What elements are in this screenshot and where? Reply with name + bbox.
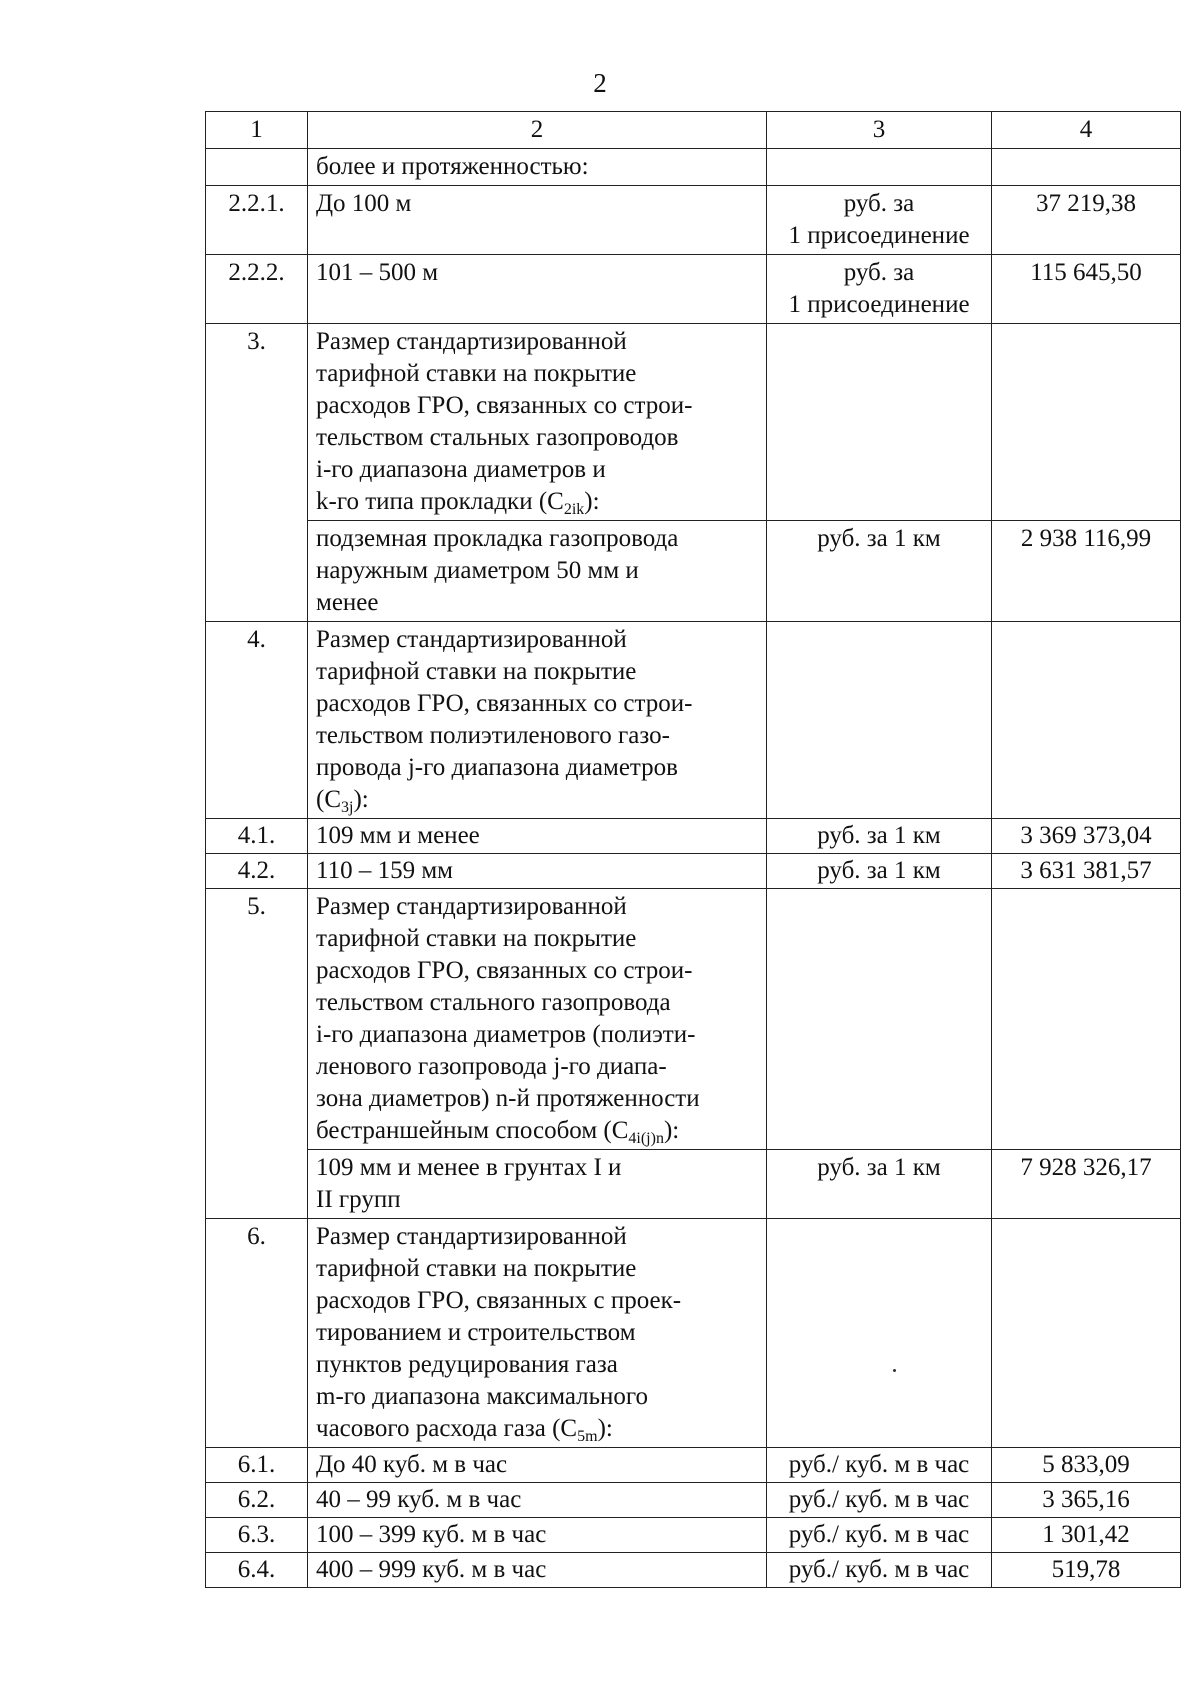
row-number: 2.2.2. xyxy=(206,255,308,324)
row-number: 5. xyxy=(206,889,308,1219)
table-row xyxy=(206,521,1181,622)
subscript: 4i(j)n xyxy=(628,1130,664,1147)
column-header-4: 4 xyxy=(992,112,1181,149)
table-row xyxy=(206,1518,1181,1553)
row-unit xyxy=(767,622,992,819)
row-description: До 40 куб. м в час xyxy=(308,1448,767,1483)
description-tail: ): xyxy=(597,1415,613,1442)
row-number: 6.3. xyxy=(206,1518,308,1553)
table-row xyxy=(206,149,1181,186)
table-row xyxy=(206,889,1181,1150)
row-unit xyxy=(767,1219,992,1448)
scan-speck xyxy=(893,1369,896,1372)
row-value: 3 365,16 xyxy=(992,1483,1181,1518)
row-unit: руб./ куб. м в час xyxy=(767,1518,992,1553)
row-number: 4.2. xyxy=(206,854,308,889)
row-unit xyxy=(767,889,992,1150)
row-description: 101 – 500 м xyxy=(308,255,767,324)
table-row xyxy=(206,324,1181,521)
row-unit: руб. за 1 км xyxy=(767,521,992,622)
table-row xyxy=(206,255,1181,324)
row-value xyxy=(992,1219,1181,1448)
row-value: 7 928 326,17 xyxy=(992,1150,1181,1219)
row-description xyxy=(308,622,767,819)
column-header-2: 2 xyxy=(308,112,767,149)
row-value: 37 219,38 xyxy=(992,186,1181,255)
table-row xyxy=(206,186,1181,255)
row-unit xyxy=(767,149,992,186)
subscript: 5m xyxy=(577,1428,598,1445)
table-row xyxy=(206,819,1181,854)
row-unit: руб. за 1 км xyxy=(767,854,992,889)
row-unit: руб./ куб. м в час xyxy=(767,1483,992,1518)
row-number: 6. xyxy=(206,1219,308,1448)
row-number: 6.2. xyxy=(206,1483,308,1518)
row-description: 100 – 399 куб. м в час xyxy=(308,1518,767,1553)
table-header-row xyxy=(206,112,1181,149)
table-row xyxy=(206,1553,1181,1588)
row-unit: руб. за 1 км xyxy=(767,1150,992,1219)
table-row xyxy=(206,854,1181,889)
description-text: Размер стандартизированной тарифной ставки на покрытие расходов ГРО, связанных с проек- тированием и строительством пунктов редуцирования газа m-го диапазона максимального часового расхода газа (C xyxy=(316,1223,682,1442)
row-number: 6.1. xyxy=(206,1448,308,1483)
row-value xyxy=(992,889,1181,1150)
row-description: До 100 м xyxy=(308,186,767,255)
row-unit xyxy=(767,324,992,521)
subscript: 2ik xyxy=(563,501,585,518)
description-text: Размер стандартизированной тарифной ставки на покрытие расходов ГРО, связанных со строи- тельством стальных газопроводов i-го диапазона диаметров и k-го типа прокладки (C xyxy=(316,328,693,515)
description-tail: ): xyxy=(663,1117,680,1144)
description-text: Размер стандартизированной тарифной ставки на покрытие расходов ГРО, связанных со строи- тельством стального газопровода i-го диапазона диаметров (полиэти- ленового газопровода j-го диапа- зона диаметров) n-й протяженности бестраншейным способом (C xyxy=(316,893,700,1144)
row-value: 5 833,09 xyxy=(992,1448,1181,1483)
row-value: 3 369 373,04 xyxy=(992,819,1181,854)
row-description: 109 мм и менее xyxy=(308,819,767,854)
row-value xyxy=(992,622,1181,819)
row-value: 519,78 xyxy=(992,1553,1181,1588)
page-number: 2 xyxy=(593,68,607,98)
row-value xyxy=(992,324,1181,521)
row-description xyxy=(308,1219,767,1448)
row-number: 4. xyxy=(206,622,308,819)
row-unit: руб. за 1 присоединение xyxy=(767,186,992,255)
subscript: 3j xyxy=(341,799,354,816)
table-row xyxy=(206,1448,1181,1483)
row-unit: руб./ куб. м в час xyxy=(767,1448,992,1483)
row-value: 1 301,42 xyxy=(992,1518,1181,1553)
table-row xyxy=(206,622,1181,819)
row-description: 109 мм и менее в грунтах I и II групп xyxy=(308,1150,767,1219)
table-row xyxy=(206,1483,1181,1518)
row-number: 2.2.1. xyxy=(206,186,308,255)
row-unit: руб. за 1 присоединение xyxy=(767,255,992,324)
row-unit: руб./ куб. м в час xyxy=(767,1553,992,1588)
row-number xyxy=(206,149,308,186)
description-text: Размер стандартизированной тарифной ставки на покрытие расходов ГРО, связанных со строи- тельством полиэтиленового газо- провода j-го диапазона диаметров (C xyxy=(316,626,693,813)
row-value: 115 645,50 xyxy=(992,255,1181,324)
row-unit: руб. за 1 км xyxy=(767,819,992,854)
row-description: 110 – 159 мм xyxy=(308,854,767,889)
row-description: 40 – 99 куб. м в час xyxy=(308,1483,767,1518)
column-header-1: 1 xyxy=(206,112,308,149)
row-number: 6.4. xyxy=(206,1553,308,1588)
row-value: 2 938 116,99 xyxy=(992,521,1181,622)
row-description: 400 – 999 куб. м в час xyxy=(308,1553,767,1588)
table-row xyxy=(206,1219,1181,1448)
column-header-3: 3 xyxy=(767,112,992,149)
row-number: 4.1. xyxy=(206,819,308,854)
description-tail: ): xyxy=(353,786,369,813)
row-description: более и протяженностью: xyxy=(308,149,767,186)
row-value: 3 631 381,57 xyxy=(992,854,1181,889)
row-number: 3. xyxy=(206,324,308,622)
table-row xyxy=(206,1150,1181,1219)
description-tail: ): xyxy=(584,488,600,515)
row-value xyxy=(992,149,1181,186)
row-description: подземная прокладка газопровода наружным диаметром 50 мм и менее xyxy=(308,521,767,622)
tariff-table xyxy=(205,111,1181,1588)
row-description xyxy=(308,889,767,1150)
row-description xyxy=(308,324,767,521)
